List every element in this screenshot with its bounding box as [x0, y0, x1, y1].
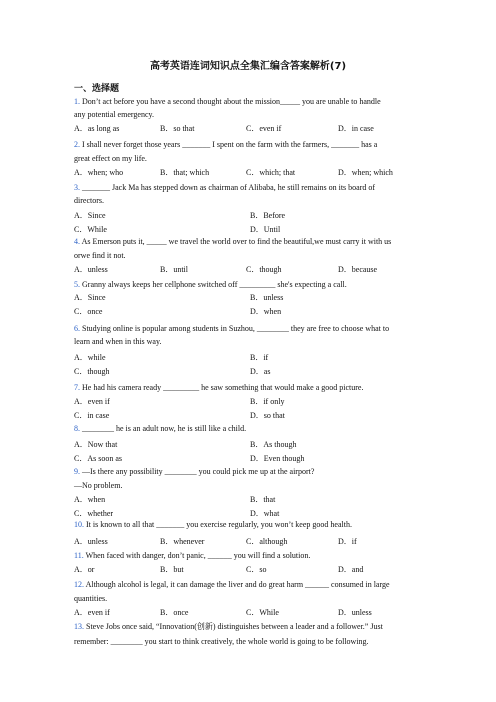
question-text: _______ Jack Ma has stepped down as chairman of Alibaba, he still remains on its board of [82, 183, 376, 192]
option-b: B．if [250, 353, 269, 362]
question-number: 1. [74, 97, 82, 106]
question-number: 10. [74, 520, 86, 529]
question-number: 6. [74, 324, 82, 333]
question-number: 4. [74, 237, 82, 246]
question-line [74, 324, 424, 334]
question-line [74, 481, 424, 491]
question-text: any potential emergency. [74, 110, 154, 119]
option-a: A．Since [74, 211, 106, 220]
question-text: He had his camera ready _________ he saw something that would make a good picture. [82, 383, 364, 392]
question-line [74, 251, 424, 261]
option-row [74, 608, 424, 618]
option-c: C．whether [74, 509, 114, 518]
option-row [74, 225, 424, 235]
option-c: C．While [74, 225, 107, 234]
option-d: D．Even though [250, 454, 305, 463]
option-d: D．what [250, 509, 280, 518]
option-row [74, 397, 424, 407]
question-number: 13. [74, 622, 86, 631]
option-c: C．although [246, 537, 288, 546]
question-line [74, 140, 424, 150]
option-c: C．so [246, 565, 267, 574]
option-d: D．so that [250, 411, 285, 420]
question-line [74, 280, 424, 290]
question-text: orwe find it not. [74, 251, 126, 260]
question-line [74, 196, 424, 206]
option-c: C．in case [74, 411, 110, 420]
option-row [74, 367, 424, 377]
option-c: C．which; that [246, 168, 296, 177]
question-line [74, 580, 424, 590]
question-text: Although alcohol is legal, it can damage the liver and do great harm ______ consumed in large [85, 580, 390, 589]
option-b: B．that [250, 495, 276, 504]
question-line [74, 622, 424, 632]
question-line [74, 237, 424, 247]
option-a: A．even if [74, 397, 110, 406]
question-text: remember: ________ you start to think creatively, the whole world is going to be following. [74, 637, 369, 646]
option-row [74, 440, 424, 450]
option-d: D．when; which [338, 168, 393, 177]
question-line [74, 424, 424, 434]
question-text: —Is there any possibility ________ you could pick me up at the airport? [82, 467, 315, 476]
question-line [74, 467, 424, 477]
option-b: B．so that [160, 124, 195, 133]
option-row [74, 509, 424, 519]
option-a: A．while [74, 353, 106, 362]
option-row [74, 211, 424, 221]
document-title: 高考英语连词知识点全集汇编含答案解析(7) [149, 61, 347, 72]
question-text: learn and when in this way. [74, 337, 162, 346]
option-row [74, 265, 424, 275]
option-a: A．as long as [74, 124, 120, 133]
question-number: 8. [74, 424, 82, 433]
option-d: D．when [250, 307, 282, 316]
option-b: B．Before [250, 211, 286, 220]
option-a: A．Now that [74, 440, 118, 449]
question-text: quantities. [74, 594, 108, 603]
option-row [74, 565, 424, 575]
question-text: When faced with danger, don’t panic, ______ you will find a solution. [85, 551, 311, 560]
option-row [74, 454, 424, 464]
option-row [74, 124, 424, 134]
option-c: C．though [74, 367, 110, 376]
question-text: Studying online is popular among students in Suzhou, ________ they are free to choose what to [82, 324, 390, 333]
option-row [74, 353, 424, 363]
option-row [74, 307, 424, 317]
question-line [74, 154, 424, 164]
option-d: D．unless [338, 608, 372, 617]
question-text: Granny always keeps her cellphone switched off _________ she's expecting a call. [82, 280, 347, 289]
option-b: B．if only [250, 397, 285, 406]
option-b: B．whenever [160, 537, 205, 546]
option-b: B．once [160, 608, 189, 617]
question-text: —No problem. [74, 481, 123, 490]
question-number: 11. [74, 551, 86, 560]
option-row [74, 537, 424, 547]
option-a: A．even if [74, 608, 110, 617]
option-d: D．as [250, 367, 271, 376]
option-row [74, 495, 424, 505]
question-line [74, 551, 424, 561]
option-c: C．though [246, 265, 282, 274]
option-a: A．unless [74, 265, 108, 274]
question-text: ________ he is an adult now, he is still like a child. [82, 424, 247, 433]
question-line [74, 110, 424, 120]
question-line [74, 183, 424, 193]
option-b: B．that; which [160, 168, 210, 177]
question-text: great effect on my life. [74, 154, 147, 163]
question-line [74, 520, 424, 530]
question-text: As Emerson puts it, _____ we travel the world over to find the beautiful,we must carry it with us [81, 237, 392, 246]
option-b: B．until [160, 265, 189, 274]
question-text: It is known to all that _______ you exercise regularly, you won’t keep good health. [86, 520, 352, 529]
question-number: 3. [74, 183, 82, 192]
option-b: B．but [160, 565, 184, 574]
option-c: C．once [74, 307, 103, 316]
question-text: directors. [74, 196, 104, 205]
option-a: A．Since [74, 293, 106, 302]
section-heading: 一、选择题 [74, 84, 120, 94]
option-row [74, 293, 424, 303]
option-a: A．when [74, 495, 106, 504]
question-text: Don’t act before you have a second thought about the mission_____ you are unable to handle [82, 97, 381, 106]
option-d: D．because [338, 265, 378, 274]
option-row [74, 411, 424, 421]
question-line [74, 337, 424, 347]
question-line [74, 594, 424, 604]
option-d: D．Until [250, 225, 281, 234]
question-line [74, 383, 424, 393]
question-number: 5. [74, 280, 82, 289]
option-a: A．when; who [74, 168, 124, 177]
question-text: I shall never forget those years _______ I spent on the farm with the farmers, _______ has a [82, 140, 378, 149]
option-a: A．unless [74, 537, 108, 546]
option-a: A．or [74, 565, 95, 574]
question-number: 2. [74, 140, 82, 149]
question-text: Steve Jobs once said, “Innovation(创新) distinguishes between a leader and a follower.” Just [86, 622, 383, 631]
option-c: C．As soon as [74, 454, 123, 463]
option-c: C．While [246, 608, 279, 617]
question-number: 12. [74, 580, 86, 589]
question-line [74, 97, 424, 107]
question-number: 7. [74, 383, 82, 392]
option-d: D．if [338, 537, 357, 546]
option-b: B．As though [250, 440, 297, 449]
question-line [74, 637, 424, 647]
option-row [74, 168, 424, 178]
option-d: D．and [338, 565, 364, 574]
option-b: B．unless [250, 293, 284, 302]
option-c: C．even if [246, 124, 282, 133]
option-d: D．in case [338, 124, 374, 133]
question-number: 9. [74, 467, 82, 476]
